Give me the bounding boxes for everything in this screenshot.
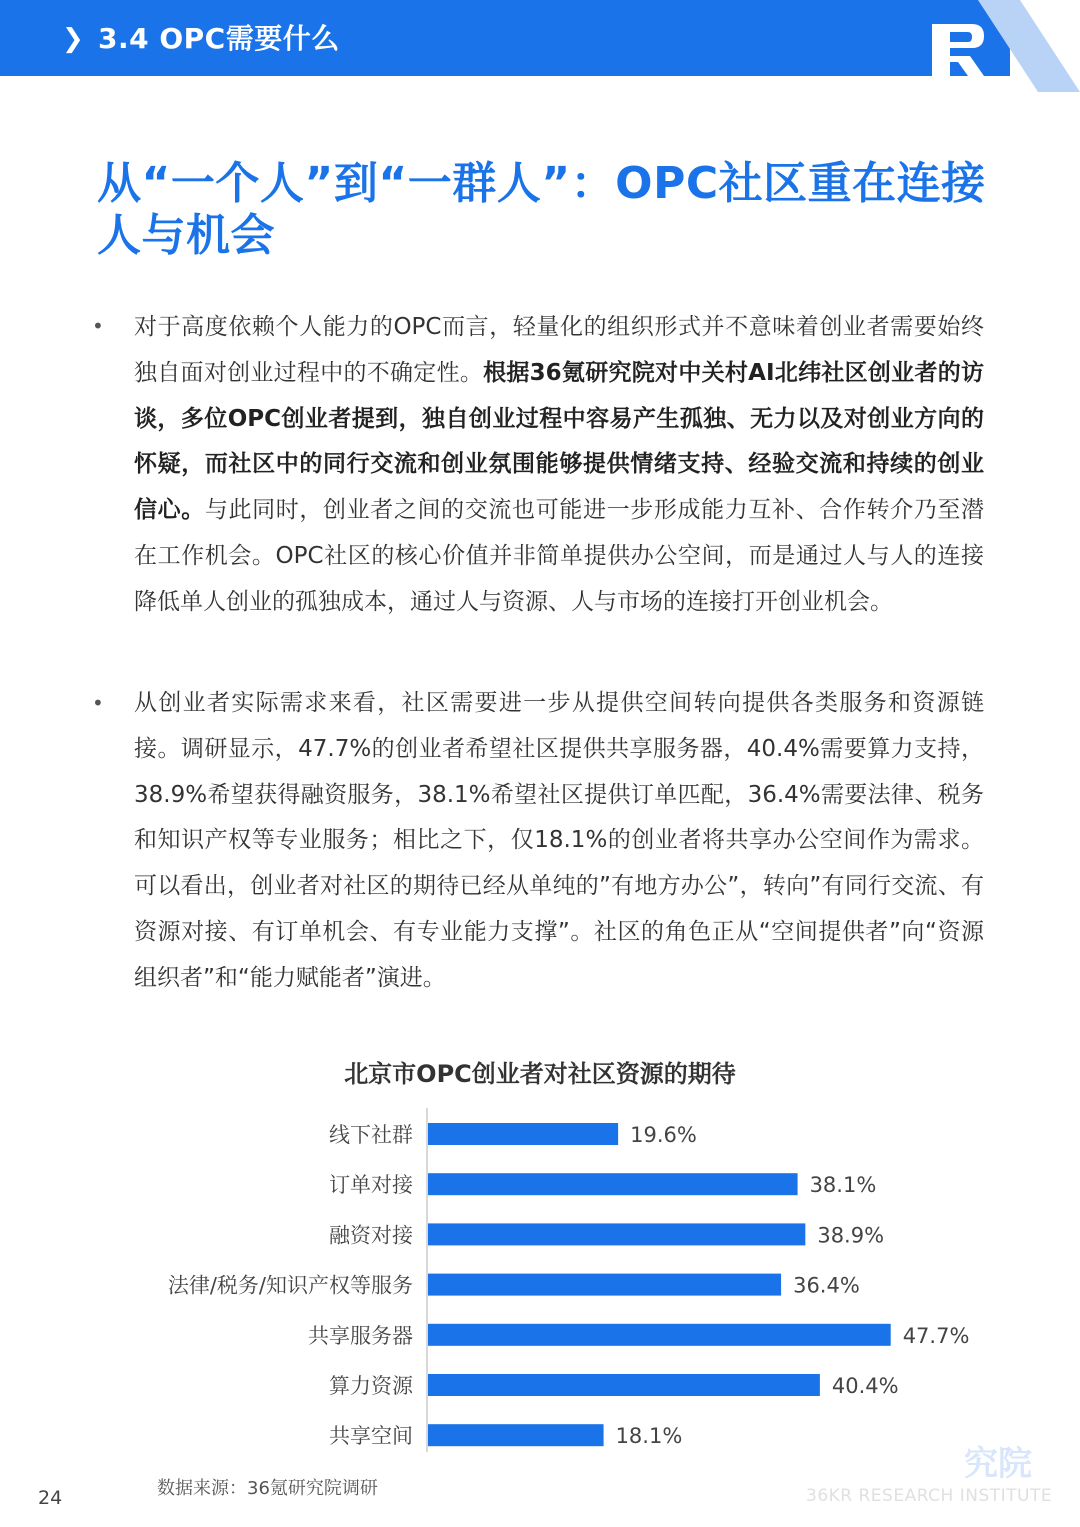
paragraph-text: 对于高度依赖个人能力的OPC而言，轻量化的组织形式并不意味着创业者需要始终独自面对创业过程中的不确定性。 [134,314,984,386]
watermark-en: 36KR RESEARCH INSTITUTE [806,1486,1053,1506]
paragraph-bold-text: 根据36氪研究院对中关村AI北纬社区创业者的访谈，多位OPC创业者提到，独自创业过程中容易产生孤独、无力以及对创业方向的怀疑，而社区中的同行交流和创业氛围能够提供情绪支持、经验交流和持续的创业信心。 [134,359,984,524]
data-label: 40.4% [831,1374,899,1398]
bar [428,1374,820,1396]
category-label: 线下社群 [329,1123,413,1147]
data-label: 38.1% [809,1173,877,1198]
data-label: 38.9% [817,1223,885,1248]
page-number: 24 [38,1487,63,1509]
category-label: 共享空间 [329,1424,413,1449]
data-label: 36.4% [793,1273,860,1298]
bar [428,1123,618,1145]
data-label: 18.1% [615,1424,683,1449]
bullet-marker: • [92,314,104,338]
bar-chart [0,1100,1080,1470]
body-paragraph-1 [134,305,984,626]
bar [428,1324,891,1346]
data-label: 47.7% [902,1323,970,1348]
paragraph-text: 与此同时，创业者之间的交流也可能进一步形成能力互补、合作转介乃至潜在工作机会。OPC社区的核心价值并非简单提供办公空间，而是通过人与人的连接降低单人创业的孤独成本，通过人与资源、人与市场的连接打开创业机会。 [134,497,985,615]
data-source: 数据来源：36氪研究院调研 [157,1478,378,1499]
bar [428,1424,604,1446]
bar [428,1223,805,1245]
36kr-logo-icon [920,0,1080,95]
category-label: 法律/税务/知识产权等服务 [167,1273,413,1298]
bar [428,1274,781,1296]
section-title: 3.4 OPC需要什么 [98,22,340,55]
bar [428,1173,798,1195]
category-label: 算力资源 [329,1374,413,1398]
chart-title: 北京市OPC创业者对社区资源的期待 [344,1060,736,1088]
body-paragraph-2 [134,681,984,1002]
section-header [0,0,1080,78]
page-title: 从“一个人”到“一群人”：OPC社区重在连接人与机会 [97,158,986,261]
category-label: 融资对接 [329,1223,413,1248]
chevron-right-icon: ❯ [62,24,84,54]
paragraph-text: 从创业者实际需求来看，社区需要进一步从提供空间转向提供各类服务和资源链接。调研显示，47.7%的创业者希望社区提供共享服务器，40.4%需要算力支持，38.9%希望获得融资服务，38.1%希望社区提供订单匹配，36.4%需要法律、税务和知识产权等专业服务；相比之下，仅18.1%的创业者将共享办公空间作为需求。可以看出，创业者对社区的期待已经从单纯的”有地方办公”，转向”有同行交流、有资源对接、有订单机会、有专业能力支撑”。社区的角色正从“空间提供者”向“资源组织者”和“能力赋能者”演进。 [134,690,984,991]
bullet-marker: • [92,691,104,715]
category-label: 共享服务器 [308,1323,413,1348]
watermark-cn: 究院 [964,1444,1032,1484]
category-label: 订单对接 [329,1173,413,1198]
data-label: 19.6% [630,1123,697,1147]
